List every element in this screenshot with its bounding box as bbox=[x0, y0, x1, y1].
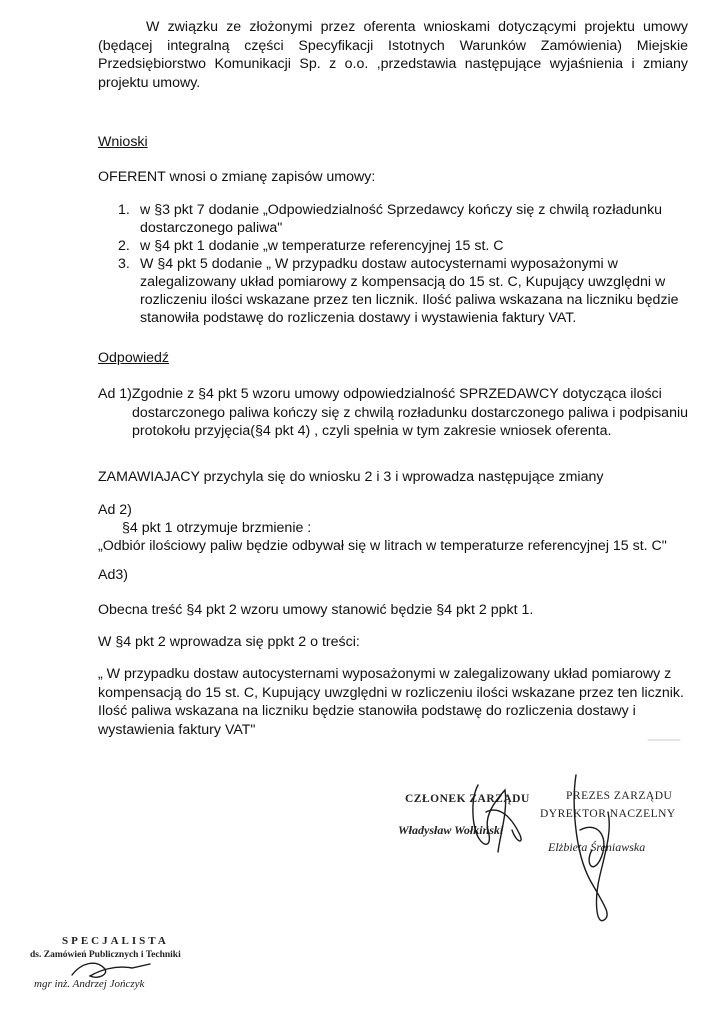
director-stamp-title: DYREKTOR NACZELNY bbox=[540, 808, 676, 820]
zamawiajacy-line: ZAMAWIAJACY przychyla się do wniosku 2 i 3 i wprowadza następujące zmiany bbox=[98, 469, 604, 485]
request-text: w §3 pkt 7 dodanie „Odpowiedzialność Sprzedawcy kończy się z chwilą rozładunku dostarczonego paliwa" bbox=[140, 202, 663, 236]
quote-paragraph: „ W przypadku dostaw autocysternami wyposażonymi w zalegalizowany układ pomiarowy z kompensacją do 15 st. C, Kupujący uwzględni w rozliczeniu ilości wskazane przez ten licznik. Ilość paliwa wskazana na liczniku będzie stanowiła podstawę do rozliczenia dostawy i wystawienia faktury VAT" bbox=[98, 666, 684, 738]
request-number: 2. bbox=[118, 238, 130, 254]
ad2-label: Ad 2) bbox=[98, 502, 132, 518]
ad1-continuation: dostarczonego paliwa kończy się z chwilą rozładunku dostarczonego paliwa i podpisaniu protokołu przyjęcia(§4 pkt 4) , czyli spełnia w tym zakresie wniosek oferenta. bbox=[132, 404, 689, 439]
ad1-first-line: Ad 1)Zgodnie z §4 pkt 5 wzoru umowy odpowiedzialność SPRZEDAWCY dotycząca ilości bbox=[98, 386, 662, 402]
specialist-stamp-subtitle: ds. Zamówień Publicznych i Techniki bbox=[30, 950, 181, 960]
ad2-line-2: „Odbiór ilościowy paliw będzie odbywał się w litrach w temperaturze referencyjnej 15 st. C" bbox=[98, 538, 667, 554]
ad3-line-1: Obecna treść §4 pkt 2 wzoru umowy stanowić będzie §4 pkt 2 ppkt 1. bbox=[98, 602, 534, 618]
president-stamp-title: PREZES ZARZĄDU bbox=[566, 790, 673, 802]
request-number: 1. bbox=[118, 202, 130, 218]
member-signature-stroke-1 bbox=[473, 785, 506, 852]
ad2-line-1: §4 pkt 1 otrzymuje brzmienie : bbox=[122, 520, 312, 536]
ad3-label: Ad3) bbox=[98, 567, 128, 583]
specialist-stamp-title: SPECJALISTA bbox=[62, 935, 169, 947]
wnioski-heading: Wnioski bbox=[98, 134, 148, 150]
member-stamp-name: Władysław Wołkiński bbox=[398, 823, 504, 837]
ad3-line-2: W §4 pkt 2 wprowadza się ppkt 2 o treści: bbox=[98, 634, 360, 650]
intro-paragraph: W związku ze złożonymi przez oferenta wnioskami dotyczącymi projektu umowy (będącej integralną części Specyfikacji Istotnych Warunków Zamówienia) Miejskie Przedsiębiorstwo Komunikacji Sp. z o.o. ,przedstawia następujące wyjaśnienia i zmiany projektu umowy. bbox=[98, 19, 688, 91]
member-stamp-title: CZŁONEK ZARZĄDU bbox=[405, 793, 530, 805]
oferent-line: OFERENT wnosi o zmianę zapisów umowy: bbox=[98, 169, 376, 185]
odpowiedz-heading: Odpowiedź bbox=[98, 350, 169, 366]
request-text: w §4 pkt 1 dodanie „w temperaturze referencyjnej 15 st. C bbox=[140, 238, 504, 254]
president-stamp-name: Elżbieta Śreniawska bbox=[548, 840, 646, 854]
specialist-stamp-name: mgr inż. Andrzej Jończyk bbox=[34, 978, 145, 990]
specialist-signature-stroke bbox=[72, 963, 150, 977]
request-text: W §4 pkt 5 dodanie „ W przypadku dostaw autocysternami wyposażonymi w zalegalizowany układ pomiarowy z kompensacją do 15 st. C, Kupujący uwzględni w rozliczeniu ilości wskazane przez ten licznik. Ilość paliwa wskazana na liczniku będzie stanowiła podstawę do rozliczenia dostawy i wystawienia faktury VAT. bbox=[140, 256, 679, 326]
request-number: 3. bbox=[118, 256, 130, 272]
president-signature-stroke-2 bbox=[580, 827, 604, 866]
